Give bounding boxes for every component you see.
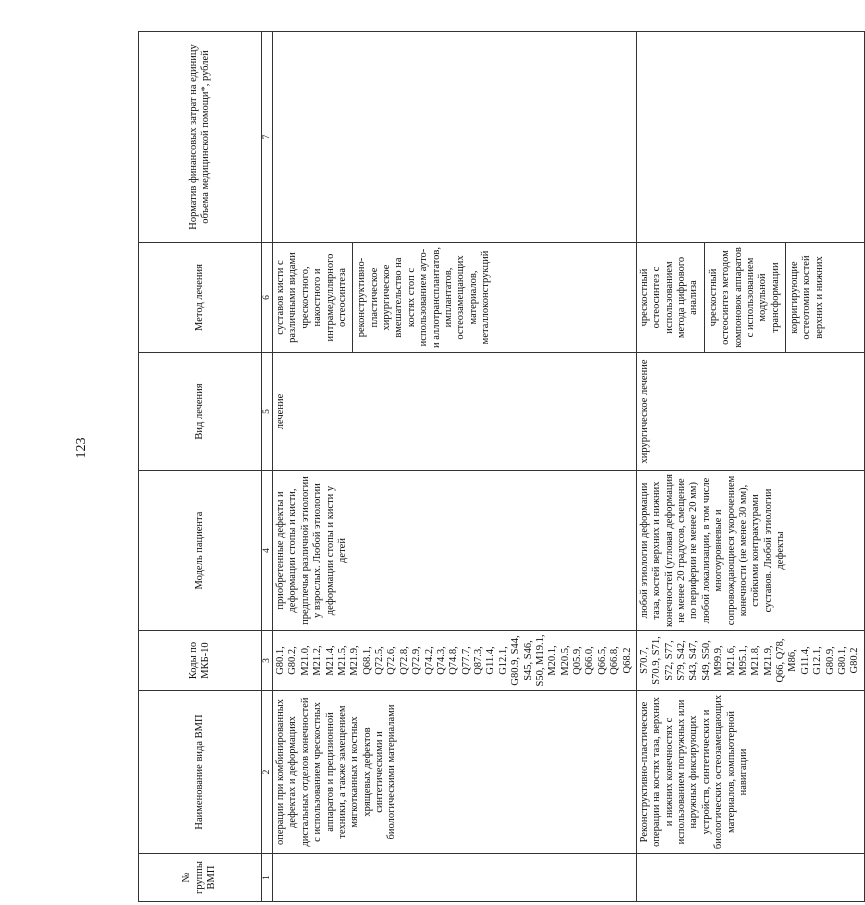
treatment-type-cell: хирургическое лечение (636, 353, 864, 471)
vmp-name-cell: Реконструктивно-пластические операции на костях таза, верхних и нижних конечностях с использованием погружных или наружных фиксирующих устройств, синтетических и биологических остеозамещающих материалов, компьютерной навигации (636, 691, 864, 854)
column-number: 1 (262, 854, 273, 902)
header-treatment-type: Вид лечения (139, 353, 262, 471)
header-row (139, 32, 262, 902)
page-number: 123 (74, 437, 89, 459)
header-vmp-name: Наименование вида ВМП (139, 691, 262, 854)
column-number: 5 (262, 353, 273, 471)
treatment-method-item: корригирующие остеотомии костей верхних и нижних (785, 243, 826, 352)
table-row (273, 32, 637, 902)
rotated-table-area (138, 32, 861, 902)
treatment-type-cell: лечение (273, 353, 637, 471)
treatment-method-cell (636, 243, 864, 353)
group-number-cell (273, 854, 637, 902)
treatment-method-item: чрескостный остеосинтез с использованием метода цифрового анализа (638, 256, 700, 339)
treatment-method-item: реконструктивно-пластическое хирургическое вмешательство на костях стоп с использованием ауто- и аллотрансплантатов, имплантатов, остеозамещающих материалов, металлоконструкций (352, 243, 492, 352)
cost-norm-cell (273, 32, 637, 243)
treatment-method-item: чрескостный остеосинтез методом компоновок аппаратов с использованием модульной трансформации (704, 243, 782, 352)
group-number-cell (636, 854, 864, 902)
column-number: 7 (262, 32, 273, 243)
patient-model-cell: любой этиологии деформации таза, костей верхних и нижних конечностей (угловая деформация не менее 20 градусов, смещение по периферии не менее 20 мм) любой локализации, в том числе многоуровневые и сопровождающиеся укорочением конечности (не менее 30 мм), стойкими контрактурами суставов. Любой этиологии дефекты (636, 471, 864, 631)
header-patient-model: Модель пациента (139, 471, 262, 631)
header-treatment-method: Метод лечения (139, 243, 262, 353)
column-number-row (262, 32, 273, 902)
icd-codes-cell: S70.7, S70.9, S71, S72, S77, S79, S42, S43, S47, S49, S50, M99.9, M21.6, M95.1, M21.8, M21.9, Q66, Q78, M86, G11.4, G12.1, G80.9, G80.1, G80.2 (636, 631, 864, 691)
table-row (636, 32, 864, 902)
cost-norm-cell (636, 32, 864, 243)
treatment-method-item: суставов кисти с различными видами чрескостного, накостного и интрамедуллярного остеосинтеза (275, 252, 348, 343)
header-cost-norm: Норматив финансовых затрат на единицу объема медицинской помощи*, рублей (139, 32, 262, 243)
column-number: 6 (262, 243, 273, 353)
header-icd-codes: Коды по МКБ-10 (139, 631, 262, 691)
column-number: 2 (262, 691, 273, 854)
column-number: 3 (262, 631, 273, 691)
column-number: 4 (262, 471, 273, 631)
vmp-table (138, 31, 865, 902)
icd-codes-cell: G80.1, G80.2, M21.0, M21.2, M21.4, M21.5, M21.9, Q68.1, Q72.5, Q72.6, Q72.8, Q72.9, Q74.2, Q74.3, Q74.8, Q77.7, Q87.3, G11.4, G12.1, G80.9, S44, S45, S46, S50, M19.1, M20.1, M20.5, Q05.9, Q66.0, Q66.5, Q66.8, Q68.2 (273, 631, 637, 691)
header-group-number: № группы ВМП (139, 854, 262, 902)
vmp-name-cell: операции при комбинированных дефектах и деформациях дистальных отделов конечностей с использованием чрескостных аппаратов и прецизионной техники, а также замещением мягкотканных и костных хрящевых дефектов синтетическими и биологическими материалами (273, 691, 637, 854)
patient-model-cell: приобретенные дефекты и деформации стопы и кисти, предплечья различной этиологии у взрослых. Любой этиологии деформации стопы и кисти у детей (273, 471, 637, 631)
rotated-table-wrapper (138, 32, 861, 902)
treatment-method-cell (273, 243, 637, 353)
